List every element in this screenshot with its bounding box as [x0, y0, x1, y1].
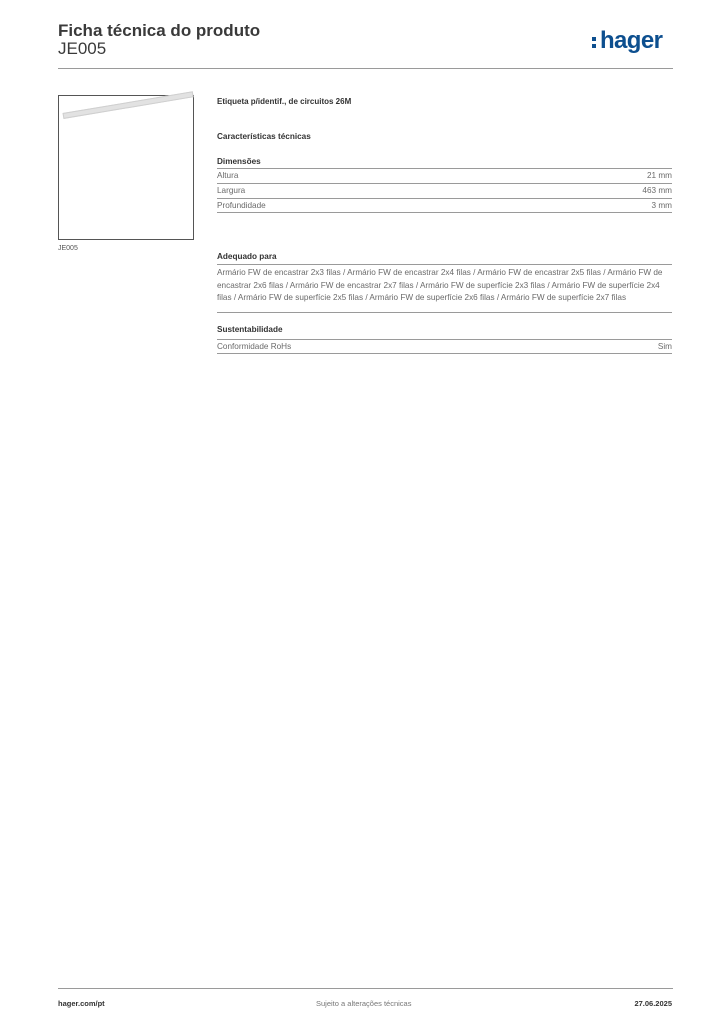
- sustainability-heading: Sustentabilidade: [217, 325, 283, 334]
- product-image-caption: JE005: [58, 245, 78, 252]
- sustainability-end-divider: [217, 353, 672, 354]
- dimension-value: 21 mm: [646, 171, 672, 180]
- footer-notice: Sujeito a alterações técnicas: [316, 999, 412, 1008]
- footer-divider: [58, 988, 673, 989]
- rohs-value: Sim: [657, 342, 672, 351]
- product-image: [58, 95, 194, 240]
- suitable-for-heading: Adequado para: [217, 252, 277, 261]
- label-strip-image: [63, 91, 194, 119]
- logo-dots-icon: [592, 32, 598, 52]
- rohs-row: [217, 339, 672, 354]
- hager-logo: [592, 26, 662, 58]
- dimension-value: 463 mm: [642, 186, 672, 195]
- dimension-row-width: [217, 183, 672, 198]
- dimension-row-height: [217, 168, 672, 183]
- product-name: Etiqueta p/identif., de circuitos 26M: [217, 97, 352, 106]
- dimensions-heading: Dimensões: [217, 157, 261, 166]
- technical-characteristics-heading: Características técnicas: [217, 132, 311, 141]
- suitable-end-divider: [217, 312, 672, 313]
- dimensions-end-divider: [217, 212, 672, 213]
- product-code: JE005: [58, 39, 107, 58]
- footer-date: 27.06.2025: [634, 999, 672, 1008]
- dimension-row-depth: [217, 198, 672, 213]
- rohs-label: Conformidade RoHs: [217, 342, 292, 351]
- dimension-label: Profundidade: [217, 201, 266, 210]
- dimension-label: Largura: [217, 186, 246, 195]
- suitable-for-text: Armário FW de encastrar 2x3 filas / Armário FW de encastrar 2x4 filas / Armário FW de encastrar 2x5 filas / Armário FW de encastrar 2x6 filas / Armário FW de encastrar 2x7 filas / Armário FW de superfície 2x3 filas / Armário FW de superfície 2x4 filas / Armário FW de superfície 2x5 filas / Armário FW de superfície 2x6 filas / Armário FW de superfície 2x7 filas: [217, 264, 672, 305]
- dimension-value: 3 mm: [651, 201, 672, 210]
- document-title: Ficha técnica do produto: [58, 21, 261, 40]
- dimension-label: Altura: [217, 171, 239, 180]
- header-divider: [58, 68, 673, 69]
- logo-text: hager: [600, 27, 663, 54]
- footer-website: hager.com/pt: [58, 999, 105, 1008]
